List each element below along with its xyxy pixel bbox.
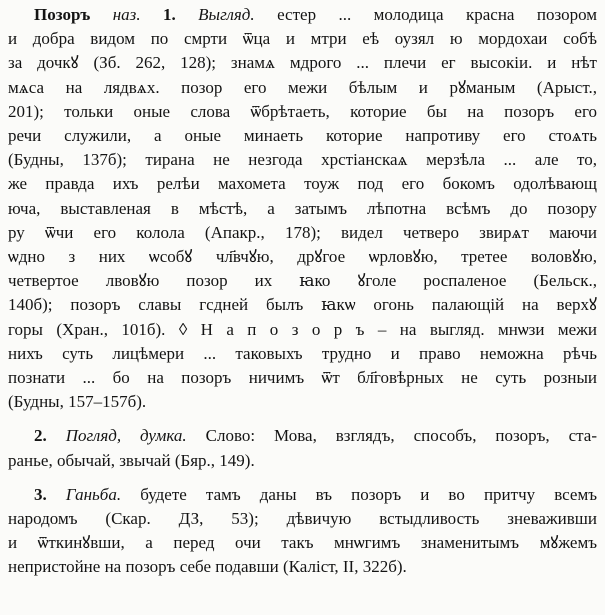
headword: Позоръ xyxy=(34,5,91,24)
sense-gloss-1: Выгляд. xyxy=(198,5,255,24)
sense-2-first-line xyxy=(8,424,597,448)
sense-1-line: мѧса на лядвѧх. позор его межи бѣлым и рꙋманым (Арыст., xyxy=(8,77,597,97)
sense-number-2: 2. xyxy=(34,426,47,446)
sense-1-line: четвертое лвовꙋю позор их ꙗко ꙋголе роспаленое (Бельск., xyxy=(8,271,597,291)
sense-1-line: и добра видом по смрти ѿца и мтри еѣ оузял ю мордохаи собѣ xyxy=(8,29,597,49)
sense-1-line: горы (Хран., 101б). ◊ Н а п о з о р ъ – на выгляд. мнѡзи межи xyxy=(8,319,597,339)
part-of-speech: наз. xyxy=(112,5,141,24)
sense-1-text-0: естер ... молодица красна позором xyxy=(277,5,597,24)
sense-3-first-line xyxy=(8,483,597,507)
sense-3-text-0: будете тамъ даны въ позоръ и во притчу всемъ xyxy=(140,484,597,504)
sense-2-line: ранье, обычай, звычай (Бяр., 149). xyxy=(8,450,255,470)
sense-1-line: 140б); позоръ славы гсдней былъ ꙗкѡ огонь палающій на верхꙋ xyxy=(8,295,597,315)
sense-3-line: и ѿткинꙋвши, а перед очи такъ мнѡгимъ знаменитымъ мꙋжемъ xyxy=(8,533,597,553)
sense-gloss-3: Ганьба. xyxy=(65,484,122,504)
sense-number-1: 1. xyxy=(163,5,176,24)
sense-1-line: (Будны, 157–157б). xyxy=(8,392,147,412)
sense-1-line: нихъ суть лицѣмери ... таковыхъ трудно и право неможна рѣчь xyxy=(8,343,597,363)
sense-gloss-2: Погляд, думка. xyxy=(65,426,187,446)
entry-line-1 xyxy=(8,3,597,27)
sense-1-line: ру ѿчи его колола (Апакр., 178); видел четверо звирѧт маючи xyxy=(8,222,597,242)
sense-3-line: непристойне на позоръ себе подавши (Каліст, II, 322б). xyxy=(8,557,407,577)
sense-3-line: народомъ (Скар. ДЗ, 53); дѣвичую встыдливость зневаживши xyxy=(8,509,597,529)
sense-1-line: речи служили, а оные минаеть которие напротиву его стоѧть xyxy=(8,126,597,146)
sense-number-3: 3. xyxy=(34,484,47,504)
sense-gap xyxy=(8,414,597,424)
sense-gap xyxy=(8,473,597,483)
sense-1-line: ѡдно з них ѡсобꙋ чл҃вчꙋю, дрꙋгое ѡрловꙋю, третее воловꙋю, xyxy=(8,247,597,267)
sense-1-line: же правда ихъ релѣи махомета тоуж под его бокомъ одолѣвающ xyxy=(8,174,597,194)
sense-1-line: (Будны, 137б); тирана не незгода хрстіанскаѧ мерзѣла ... але то, xyxy=(8,150,597,170)
sense-1-line: за дочкꙋ (Зб. 262, 128); знамѧ мдрого ... плечи ег высокіи. и нѣт xyxy=(8,53,597,73)
sense-1-line: 201); тольки оные слова ѿбрѣтаеть, которие бы на позоръ его xyxy=(8,101,597,121)
sense-1-line: познати ... бо на позоръ ничимъ ѿт бл҃говѣрных не суть розныи xyxy=(8,368,597,388)
sense-2-text-0: Слово: Мова, взглядъ, способъ, позоръ, ста- xyxy=(205,426,597,446)
sense-1-line: юча, выставленая в мѣстѣ, а затымъ лѣпотна всѣмъ до позору xyxy=(8,198,597,218)
